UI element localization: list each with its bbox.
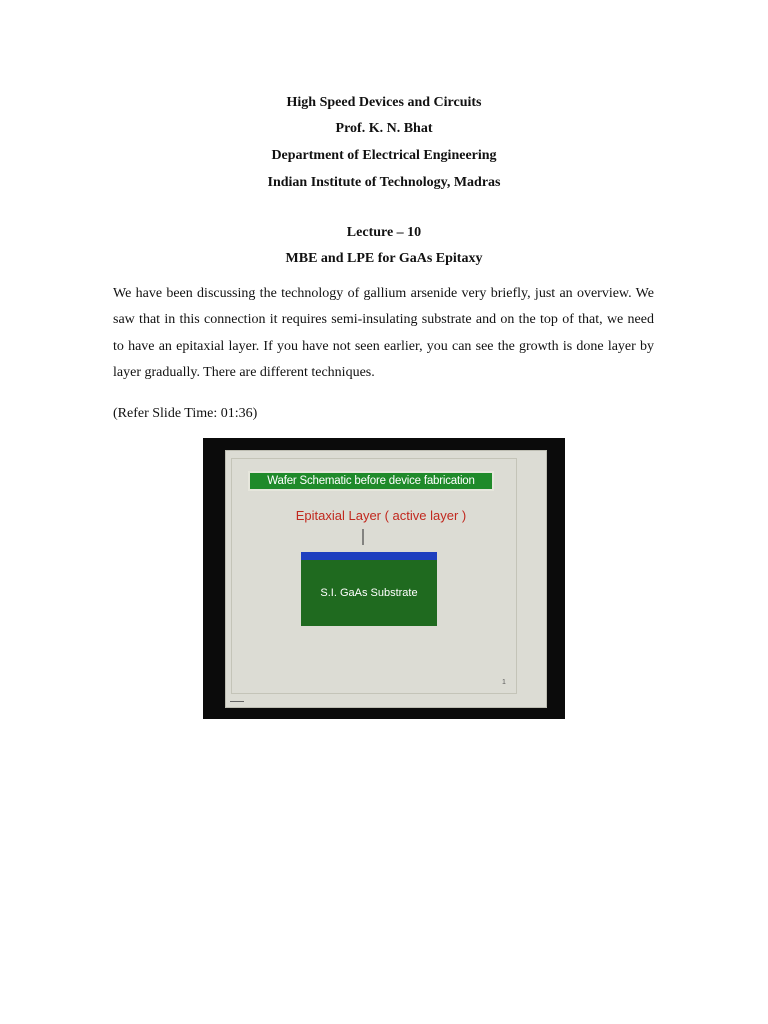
refer-slide-time: (Refer Slide Time: 01:36) [113,406,258,421]
pointer-mark [362,529,364,545]
epitaxial-layer-label: Epitaxial Layer ( active layer ) [295,508,467,523]
slide-content [225,450,547,708]
lecture-number: Lecture – 10 [346,225,422,240]
department-name: Department of Electrical Engineering [271,148,497,163]
course-title: High Speed Devices and Circuits [286,95,482,110]
slide-logo-icon [230,693,244,702]
professor-name: Prof. K. N. Bhat [335,121,433,136]
substrate-block: S.I. GaAs Substrate [301,560,437,626]
intro-paragraph: We have been discussing the technology of gallium arsenide very briefly, just an overview. We saw that in this connection it requires semi-insulating substrate and on the top of that, we need to have an epitaxial layer. If you have not seen earlier, you can see the growth is done layer by layer gradually. There are different techniques. [113,286,654,380]
lecture-topic: MBE and LPE for GaAs Epitaxy [285,251,483,266]
slide-title: Wafer Schematic before device fabrication [248,471,494,491]
slide-image [203,438,565,719]
slide-number: 1 [502,679,506,686]
epitaxial-layer-band [301,552,437,560]
institute-name: Indian Institute of Technology, Madras [267,175,501,190]
